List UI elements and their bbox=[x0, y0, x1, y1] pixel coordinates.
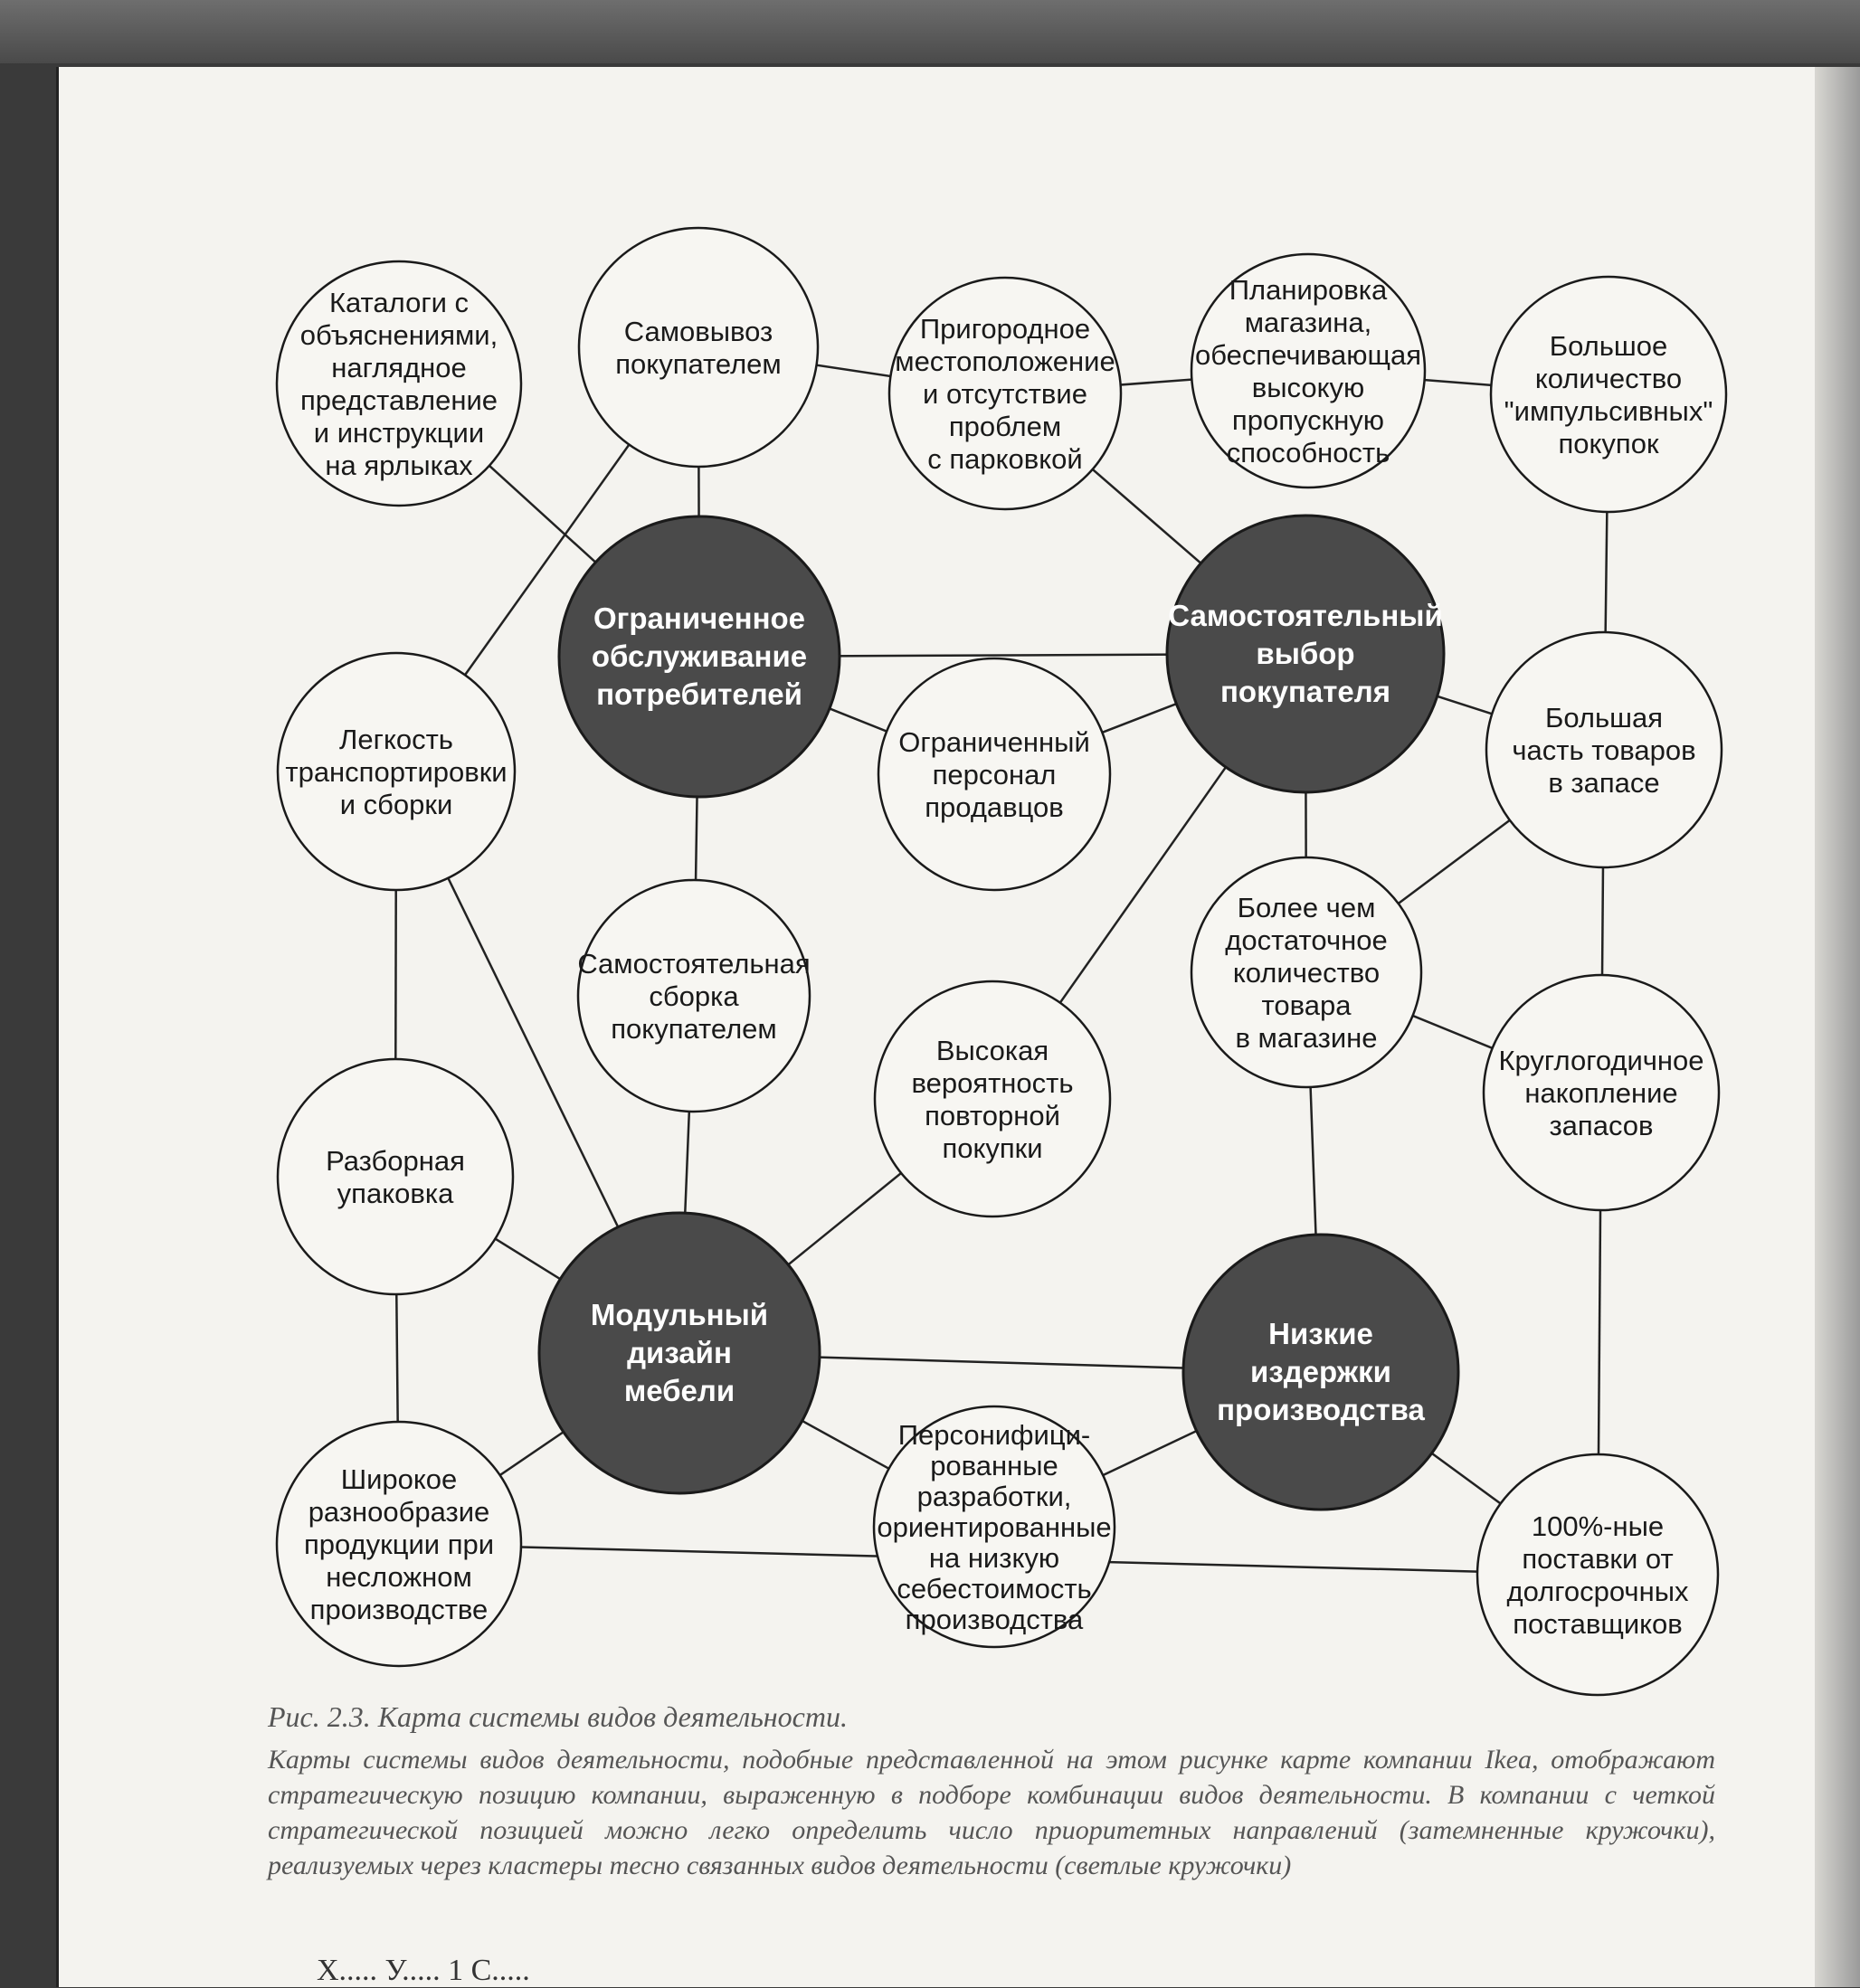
hub-label-line: мебели bbox=[623, 1374, 735, 1407]
node-label-line: Ограниченный bbox=[898, 726, 1090, 758]
node-self-assembly bbox=[577, 880, 810, 1112]
node-label-line: Широкое bbox=[340, 1463, 458, 1495]
node-label-line: Самостоятельная bbox=[577, 948, 811, 980]
hub-label-line: Самостоятельный bbox=[1168, 599, 1443, 632]
node-label-line: Высокая bbox=[935, 1035, 1049, 1066]
hub-self-selection bbox=[1167, 516, 1444, 792]
node-label-line: продавцов bbox=[925, 791, 1064, 823]
node-label-line: на ярлыках bbox=[325, 450, 473, 481]
node-label-line: 100%-ные bbox=[1531, 1510, 1665, 1542]
node-flat-pack bbox=[278, 1059, 513, 1294]
node-label-line: транспортировки bbox=[285, 756, 508, 788]
node-label-line: ориентированные bbox=[877, 1511, 1112, 1543]
node-label-line: поставщиков bbox=[1513, 1608, 1683, 1640]
node-ample-stock bbox=[1191, 857, 1421, 1087]
node-suburban bbox=[889, 278, 1121, 509]
node-label-line: покупателем bbox=[615, 348, 782, 380]
node-label-line: Планировка bbox=[1229, 274, 1388, 306]
node-label-line: и отсутствие bbox=[923, 378, 1087, 410]
node-label-line: товара bbox=[1261, 989, 1352, 1021]
node-label-line: и инструкции bbox=[313, 417, 485, 449]
node-variety bbox=[277, 1422, 521, 1666]
node-label-line: Пригородное bbox=[919, 313, 1091, 345]
node-label-line: производстве bbox=[309, 1594, 489, 1625]
node-circle bbox=[875, 981, 1110, 1216]
hub-label-line: потребителей bbox=[596, 677, 802, 711]
node-repeat bbox=[875, 981, 1110, 1216]
node-impulse bbox=[1491, 277, 1726, 512]
hub-low-cost bbox=[1183, 1235, 1458, 1510]
node-label-line: несложном bbox=[326, 1561, 472, 1593]
hub-label-line: покупателя bbox=[1220, 675, 1390, 708]
next-paragraph-fragment: Х..... У..... 1 С..... bbox=[317, 1954, 530, 1987]
node-label-line: покупки bbox=[942, 1132, 1043, 1164]
node-label-line: Разборная bbox=[326, 1145, 465, 1177]
node-label-line: Персонифици- bbox=[897, 1419, 1091, 1451]
node-label-line: часть товаров bbox=[1512, 734, 1696, 766]
node-label-line: с парковкой bbox=[927, 443, 1083, 475]
node-label-line: в магазине bbox=[1235, 1022, 1378, 1054]
node-stock bbox=[1486, 632, 1722, 867]
node-label-line: персонал bbox=[932, 759, 1057, 790]
hub-label-line: дизайн bbox=[627, 1336, 732, 1369]
node-personalized bbox=[874, 1406, 1115, 1647]
hub-label-line: Ограниченное bbox=[593, 601, 806, 635]
node-label-line: в запасе bbox=[1548, 767, 1660, 799]
node-catalogs bbox=[277, 261, 521, 506]
node-label-line: продукции при bbox=[303, 1529, 495, 1560]
node-label-line: на низкую bbox=[928, 1542, 1060, 1574]
node-label-line: повторной bbox=[925, 1100, 1060, 1131]
nodes bbox=[277, 228, 1726, 1695]
hub-label-line: производства bbox=[1217, 1393, 1425, 1426]
node-limited-staff bbox=[878, 658, 1110, 890]
figure-caption-body: Карты системы видов деятельности, подобные представленной на этом рисунке карте компании Ikea, отображают стратегическую позицию компании, выраженную в подборе комбинации видов деятельности. В компании с четкой стратегической позицией можно легко определить число приоритетных направлений (затемненные кружочки), реализуемых через кластеры тесно связанных видов деятельности (светлые кружочки) bbox=[268, 1745, 1715, 1880]
node-label-line: способность bbox=[1226, 437, 1390, 469]
hub-label-line: Модульный bbox=[590, 1298, 769, 1331]
node-label-line: Большое bbox=[1549, 330, 1668, 362]
node-label-line: покупок bbox=[1558, 428, 1659, 459]
node-label-line: производства bbox=[905, 1604, 1084, 1635]
node-label-line: Самовывоз bbox=[623, 316, 773, 347]
hub-label-line: издержки bbox=[1250, 1355, 1391, 1388]
node-label-line: запасов bbox=[1549, 1110, 1654, 1141]
figure-caption-title: Рис. 2.3. Карта системы видов деятельности. bbox=[268, 1700, 848, 1733]
node-label-line: наглядное bbox=[331, 352, 467, 383]
node-label-line: пропускную bbox=[1231, 404, 1385, 436]
node-label-line: проблем bbox=[948, 411, 1062, 442]
node-label-line: достаточное bbox=[1225, 924, 1388, 956]
node-label-line: высокую bbox=[1251, 372, 1365, 403]
node-label-line: количество bbox=[1232, 957, 1381, 989]
node-label-line: Круглогодичное bbox=[1498, 1045, 1704, 1076]
node-circle bbox=[1477, 1454, 1718, 1695]
node-label-line: представление bbox=[299, 384, 498, 416]
node-label-line: местоположение bbox=[895, 346, 1115, 377]
node-label-line: себестоимость bbox=[897, 1573, 1092, 1605]
hub-label-line: выбор bbox=[1256, 637, 1355, 670]
node-label-line: Большая bbox=[1544, 702, 1664, 734]
node-label-line: сборка bbox=[649, 980, 739, 1012]
node-label-line: рованные bbox=[930, 1450, 1058, 1482]
node-year-round bbox=[1484, 975, 1719, 1210]
node-label-line: упаковка bbox=[337, 1178, 454, 1209]
node-label-line: Каталоги с bbox=[328, 287, 470, 318]
node-circle bbox=[579, 228, 818, 467]
node-self-pickup bbox=[579, 228, 818, 467]
node-label-line: вероятность bbox=[911, 1067, 1074, 1099]
node-label-line: поставки от bbox=[1522, 1543, 1674, 1575]
node-label-line: долгосрочных bbox=[1506, 1576, 1689, 1607]
hub-limited-service bbox=[559, 516, 840, 797]
node-label-line: накопление bbox=[1524, 1077, 1678, 1109]
node-label-line: обеспечивающая bbox=[1195, 339, 1421, 371]
node-label-line: Легкость bbox=[339, 724, 453, 755]
hub-label-line: обслуживание bbox=[591, 639, 808, 673]
hub-label-line: Низкие bbox=[1268, 1317, 1373, 1350]
node-circle bbox=[278, 1059, 513, 1294]
node-label-line: разработки, bbox=[916, 1481, 1072, 1512]
node-label-line: магазина, bbox=[1244, 307, 1372, 338]
node-label-line: и сборки bbox=[339, 789, 453, 820]
node-label-line: Более чем bbox=[1237, 892, 1376, 923]
node-label-line: количество bbox=[1534, 363, 1683, 394]
node-label-line: "импульсивных" bbox=[1504, 395, 1713, 427]
node-transport bbox=[278, 653, 515, 890]
hub-modular-design bbox=[539, 1213, 820, 1493]
node-suppliers bbox=[1477, 1454, 1718, 1695]
node-store-layout bbox=[1191, 254, 1425, 488]
node-label-line: покупателем bbox=[611, 1013, 777, 1045]
node-label-line: объяснениями, bbox=[299, 319, 498, 351]
node-label-line: разнообразие bbox=[308, 1496, 490, 1528]
node-circle bbox=[1491, 277, 1726, 512]
